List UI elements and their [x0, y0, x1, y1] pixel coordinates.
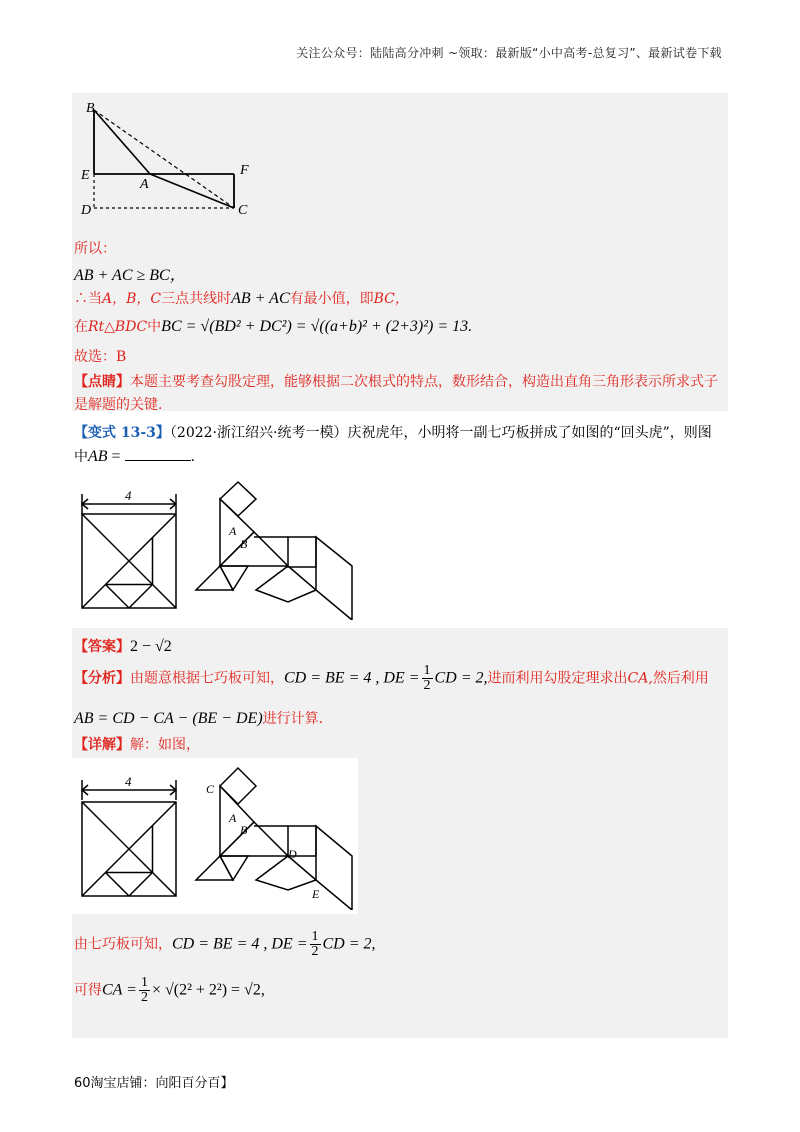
- dianjing-line1: 【点睛】本题主要考查勾股定理，能够根据二次根式的特点，数形结合，构造出直角三角形表示所求式子: [74, 374, 718, 390]
- choice-answer: 故选：B: [74, 349, 127, 365]
- detail-line1: 由七巧板可知，CD = BE = 4 , DE = $\frac{1}{2}$ CD = 2,: [74, 929, 376, 959]
- side-length-label: 4: [125, 774, 132, 789]
- label-A: A: [229, 524, 237, 538]
- label-C: C: [206, 782, 215, 796]
- variant-line1: 【变式 13-3】（2022·浙江绍兴·统考一模）庆祝虎年，小明将一副七巧板拼成了如图的“回头虎”，则图: [74, 425, 712, 441]
- tangram-figure: [76, 480, 366, 620]
- tangram-figure-labeled: [76, 760, 366, 910]
- label-A: A: [140, 177, 149, 192]
- pythagoras-line: 在Rt△BDC中BC = √(BD² + DC²) = √((a+b)² + (2+3)²) = 13.: [74, 318, 473, 335]
- label-B: B: [240, 823, 248, 837]
- shop-name: 淘宝店铺：向阳百分百】: [90, 1076, 234, 1091]
- label-E: E: [312, 887, 320, 901]
- inequality: AB + AC ≥ BC，: [74, 267, 186, 284]
- suoyi-text: 所以：: [74, 241, 116, 257]
- answer-line: 【答案】2 − √2: [74, 638, 172, 655]
- label-B: B: [240, 537, 248, 551]
- side-length-label: 4: [125, 488, 132, 503]
- variant-line2: 中AB = .: [74, 448, 196, 465]
- dianjing-line2: 是解题的关键.: [74, 397, 163, 413]
- xiangjie-line: 【详解】解：如图，: [74, 737, 200, 753]
- label-E: E: [81, 168, 90, 183]
- label-C: C: [238, 203, 248, 218]
- fenxi-line1: 【分析】由题意根据七巧板可知，CD = BE = 4 , DE = $\frac{1}{2}$ CD = 2,进而利用勾股定理求出CA,然后利用: [74, 663, 709, 693]
- page-header: 关注公众号：陆陆高分冲刺 ~领取：最新版“小中高考-总复习”、最新试卷下载: [296, 46, 722, 60]
- page-footer: [74, 1072, 234, 1091]
- label-D: D: [81, 203, 92, 218]
- page-number: 60: [74, 1076, 91, 1091]
- label-B: B: [86, 101, 95, 116]
- answer-blank: [125, 448, 191, 461]
- label-A: A: [229, 811, 237, 825]
- triangle-figure: [72, 98, 272, 224]
- label-F: F: [240, 163, 249, 178]
- detail-line2: 可得CA = $\frac{1}{2}$ × √(2² + 2²) = √2,: [74, 975, 265, 1005]
- collinear-statement: ∴当A，B，C三点共线时AB + AC有最小值，即BC，: [74, 290, 409, 307]
- fenxi-line2: AB = CD − CA − (BE − DE)进行计算.: [74, 710, 324, 727]
- label-D: D: [288, 847, 297, 861]
